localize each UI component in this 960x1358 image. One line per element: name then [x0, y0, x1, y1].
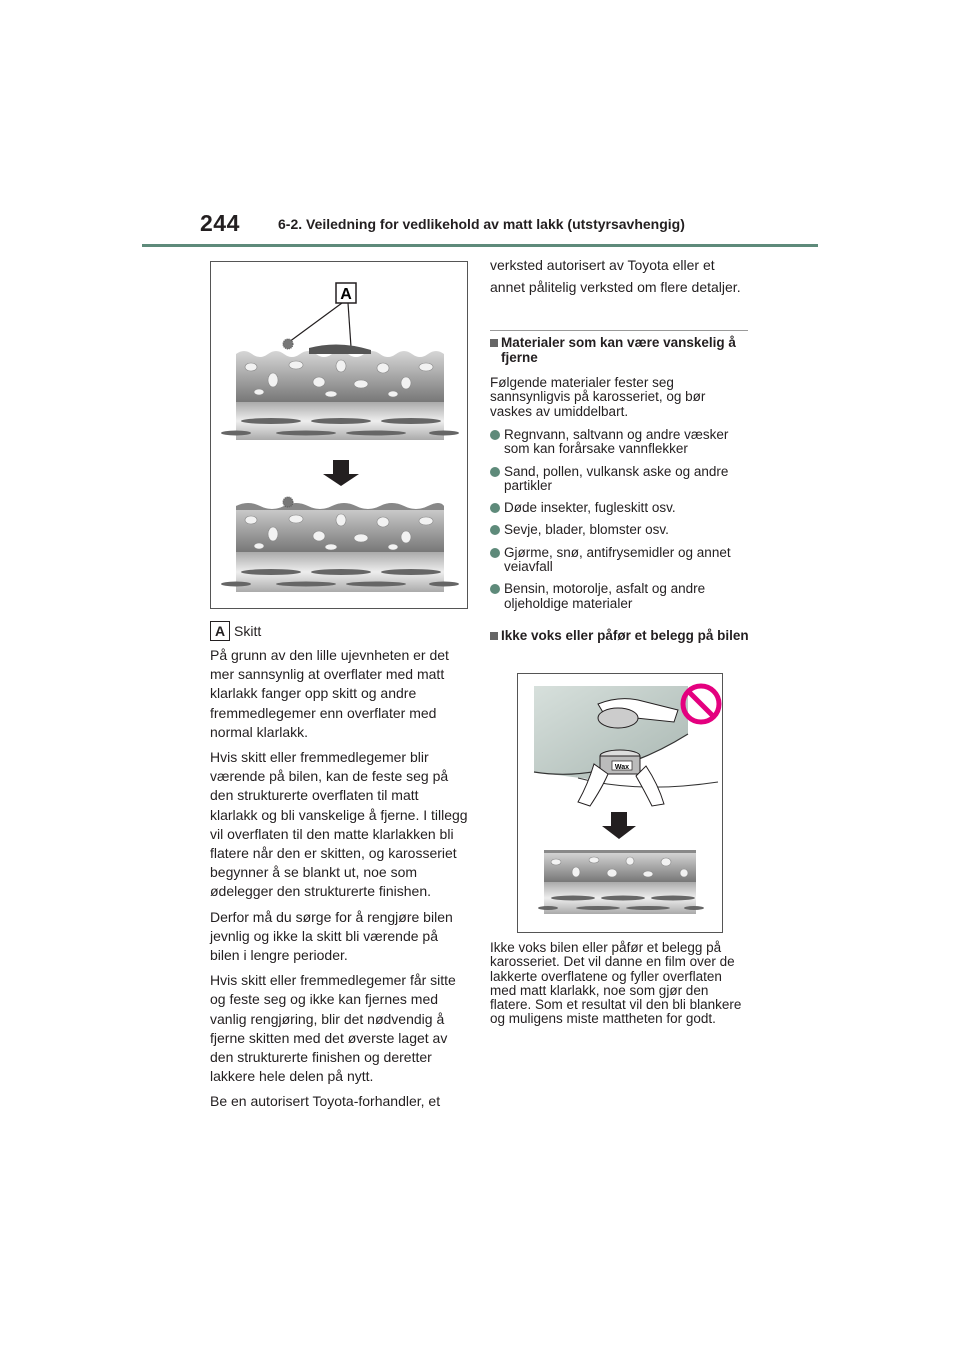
figure-caption — [210, 621, 261, 641]
caption-text: Skitt — [234, 623, 262, 639]
callout-label: A — [340, 286, 352, 303]
section2-body: Ikke voks bilen eller påfør et belegg på karosseriet. Det vil danne en film over de lakkerte overflatene og fyller overflaten med matt klarlakk, noe som gjør den flatere. Som et resultat vil den bli blankere og muligens miste mattheten for godt. — [490, 940, 742, 1027]
materials-list — [490, 428, 752, 619]
paragraph: Be en autorisert Toyota-forhandler, et — [210, 1093, 441, 1110]
section-divider — [490, 330, 748, 331]
bullet-icon — [490, 525, 500, 535]
down-arrow-icon — [323, 460, 359, 486]
clear-coat-layers-before — [221, 339, 459, 440]
clear-coat-layers-after — [221, 497, 459, 592]
paragraph: På grunn av den lille ujevnheten er det mer sannsynlig at overflater med matt klarlakk fanger opp skitt og andre fremmedlegemer enn overflater med normal klarlakk. — [210, 647, 449, 740]
bullet-icon — [490, 548, 500, 558]
list-item: Gjørme, snø, antifrysemidler og annet veiavfall — [490, 546, 752, 575]
left-body-text — [210, 646, 468, 1118]
paragraph: Hvis skitt eller fremmedlegemer får sitte og feste seg og ikke kan fjernes med vanlig rengjøring, blir det nødvendig å fjerne skitten med det øverste laget av den strukturerte finishen og deretter lakkere hele delen på nytt. — [210, 972, 456, 1085]
section-title: 6-2. Veiledning for vedlikehold av matt lakk (utstyrsavhengig) — [278, 216, 685, 232]
list-item: Sevje, blader, blomster osv. — [490, 523, 752, 537]
list-item: Sand, pollen, vulkansk aske og andre partikler — [490, 465, 752, 494]
section1-intro: Følgende materialer fester seg sannsynligvis på karosseriet, og bør vaskes av umiddelbart. — [490, 375, 706, 419]
list-item: Regnvann, saltvann og andre væsker som kan forårsake vannflekker — [490, 428, 752, 457]
list-item: Bensin, motorolje, asfalt og andre oljeholdige materialer — [490, 582, 752, 611]
page-number: 244 — [200, 210, 240, 236]
bullet-icon — [490, 467, 500, 477]
continuation-text — [490, 254, 750, 298]
bullet-icon — [490, 584, 500, 594]
heading-no-wax — [490, 629, 752, 644]
heading-text: Materialer som kan være vanskelig å fjerne — [501, 335, 736, 365]
paragraph: verksted autorisert av Toyota eller et annet pålitelig verksted om flere detaljer. — [490, 257, 741, 295]
header-rule — [142, 244, 818, 247]
list-item: Døde insekter, fugleskitt osv. — [490, 501, 752, 515]
square-bullet-icon — [490, 339, 498, 347]
square-bullet-icon — [490, 632, 498, 640]
caption-key: A — [210, 621, 230, 641]
heading-difficult-materials — [490, 336, 752, 365]
paragraph: Hvis skitt eller fremmedlegemer blir værende på bilen, kan de feste seg på den strukturerte overflaten til matt klarlakk og bli vanskelige å fjerne. I tillegg vil overflaten til den matte klarlakken bli flatere når den er skitten, og karosseriet begynner å se blankt ut, noe som ødelegger den strukturerte finishen. — [210, 749, 468, 900]
bullet-icon — [490, 503, 500, 513]
dirt-illustration — [210, 261, 468, 609]
prohibition-icon — [683, 686, 719, 722]
wax-label: Wax — [614, 764, 630, 771]
paragraph: Derfor må du sørge for å rengjøre bilen jevnlig og ikke la skitt bli værende på bilen i lengre perioder. — [210, 908, 453, 964]
bullet-icon — [490, 430, 500, 440]
heading-text: Ikke voks eller påfør et belegg på bilen — [501, 628, 749, 643]
no-wax-illustration — [517, 673, 723, 933]
down-arrow-icon — [602, 812, 636, 839]
